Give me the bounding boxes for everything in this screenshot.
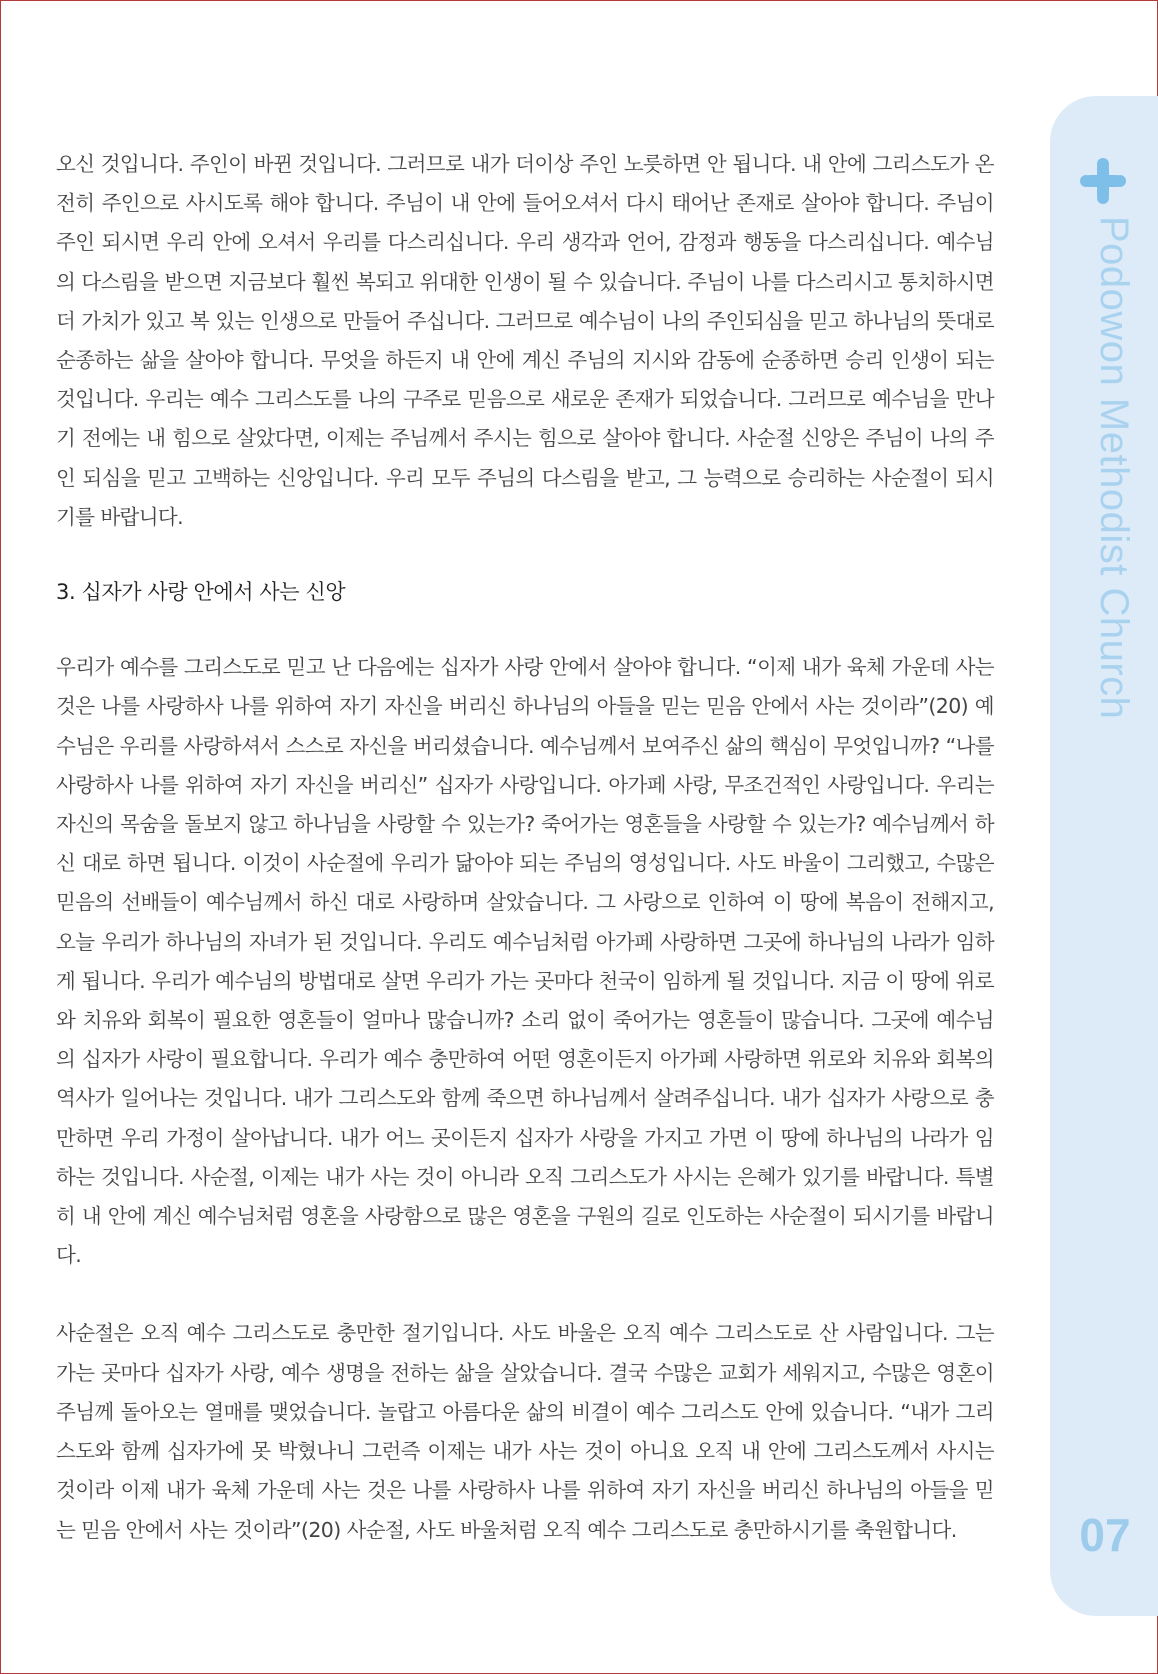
document-body [56,145,994,1550]
paragraph: 오신 것입니다. 주인이 바뀐 것입니다. 그러므로 내가 더이상 주인 노릇하면 안 됩니다. 내 안에 그리스도가 온전히 주인으로 사시도록 해야 합니다. 주님이 내 안에 들어오셔서 다시 태어난 존재로 살아야 합니다. 주님이 주인 되시면 우리 안에 오셔서 우리를 다스리십니다. 우리 생각과 언어, 감정과 행동을 다스리십니다. 예수님의 다스림을 받으면 지금보다 훨씬 복되고 위대한 인생이 될 수 있습니다. 주님이 나를 다스리시고 통치하시면 더 가치가 있고 복 있는 인생으로 만들어 주십니다. 그러므로 예수님이 나의 주인되심을 믿고 하나님의 뜻대로 순종하는 삶을 살아야 합니다. 무엇을 하든지 내 안에 계신 주님의 지시와 감동에 순종하면 승리 인생이 되는 것입니다. 우리는 예수 그리스도를 나의 구주로 믿음으로 새로운 존재가 되었습니다. 그러므로 예수님을 만나기 전에는 내 힘으로 살았다면, 이제는 주님께서 주시는 힘으로 살아야 합니다. 사순절 신앙은 주님이 나의 주인 되심을 믿고 고백하는 신앙입니다. 우리 모두 주님의 다스림을 받고, 그 능력으로 승리하는 사순절이 되시기를 바랍니다. [56,152,994,529]
paragraph: 사순절은 오직 예수 그리스도로 충만한 절기입니다. 사도 바울은 오직 예수 그리스도로 산 사람입니다. 그는 가는 곳마다 십자가 사랑, 예수 생명을 전하는 삶을 살았습니다. 결국 수많은 교회가 세워지고, 수많은 영혼이 주님께 돌아오는 열매를 맺었습니다. 놀랍고 아름다운 삶의 비결이 예수 그리스도 안에 있습니다. “내가 그리스도와 함께 십자가에 못 박혔나니 그런즉 이제는 내가 사는 것이 아니요 오직 내 안에 그리스도께서 사시는 것이라 이제 내가 육체 가운데 사는 것은 나를 사랑하사 나를 위하여 자기 자신을 버리신 하나님의 아들을 믿는 믿음 안에서 사는 것이라”(20) 사순절, 사도 바울처럼 오직 예수 그리스도로 충만하시기를 축원합니다. [56,1321,994,1542]
paragraph: 우리가 예수를 그리스도로 믿고 난 다음에는 십자가 사랑 안에서 살아야 합니다. “이제 내가 육체 가운데 사는 것은 나를 사랑하사 나를 위하여 자기 자신을 버리신 하나님의 아들을 믿는 믿음 안에서 사는 것이라”(20) 예수님은 우리를 사랑하셔서 스스로 자신을 버리셨습니다. 예수님께서 보여주신 삶의 핵심이 무엇입니까? “나를 사랑하사 나를 위하여 자기 자신을 버리신” 십자가 사랑입니다. 아가페 사랑, 무조건적인 사랑입니다. 우리는 자신의 목숨을 돌보지 않고 하나님을 사랑할 수 있는가? 죽어가는 영혼들을 사랑할 수 있는가? 예수님께서 하신 대로 하면 됩니다. 이것이 사순절에 우리가 닮아야 되는 주님의 영성입니다. 사도 바울이 그리했고, 수많은 믿음의 선배들이 예수님께서 하신 대로 사랑하며 살았습니다. 그 사랑으로 인하여 이 땅에 복음이 전해지고, 오늘 우리가 하나님의 자녀가 된 것입니다. 우리도 예수님처럼 아가페 사랑하면 그곳에 하나님의 나라가 임하게 됩니다. 우리가 예수님의 방법대로 살면 우리가 가는 곳마다 천국이 임하게 될 것입니다. 지금 이 땅에 위로와 치유와 회복이 필요한 영혼들이 얼마나 많습니까? 소리 없이 죽어가는 영혼들이 많습니다. 그곳에 예수님의 십자가 사랑이 필요합니다. 우리가 예수 충만하여 어떤 영혼이든지 아가페 사랑하면 위로와 치유와 회복의 역사가 일어나는 것입니다. 내가 그리스도와 함께 죽으면 하나님께서 살려주십니다. 내가 십자가 사랑으로 충만하면 우리 가정이 살아납니다. 내가 어느 곳이든지 십자가 사랑을 가지고 가면 이 땅에 하나님의 나라가 임하는 것입니다. 사순절, 이제는 내가 사는 것이 아니라 오직 그리스도가 사시는 은혜가 있기를 바랍니다. 특별히 내 안에 계신 예수님처럼 영혼을 사랑함으로 많은 영혼을 구원의 길로 인도하는 사순절이 되시기를 바랍니다. [56,655,994,1268]
section-heading: 3. 십자가 사랑 안에서 사는 신앙 [56,580,346,605]
cross-icon [1080,158,1126,204]
page-number: 07 [1079,1509,1131,1561]
church-name: Podowon Methodist Church [1092,216,1136,720]
